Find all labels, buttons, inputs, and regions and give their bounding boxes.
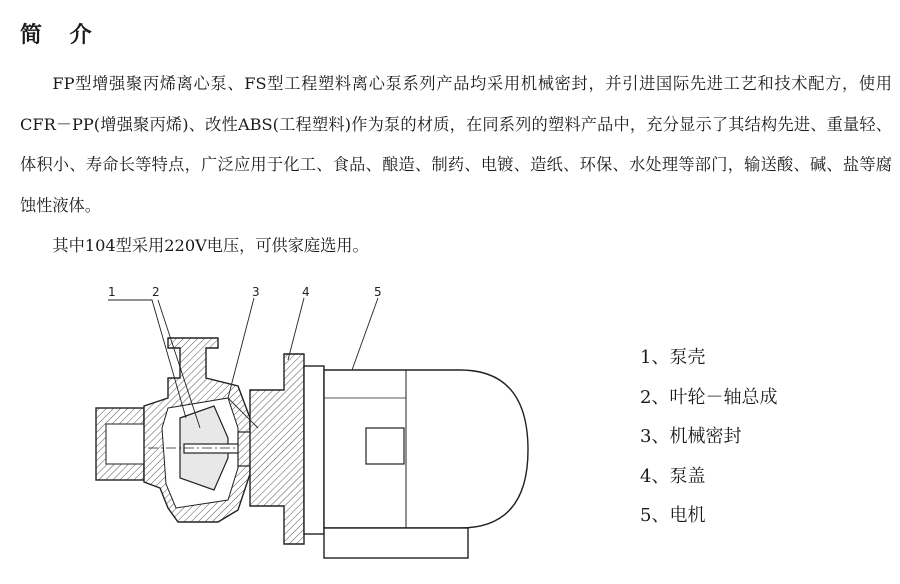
- intro-paragraph-1: FP型增强聚丙烯离心泵、FS型工程塑料离心泵系列产品均采用机械密封，并引进国际先进工艺和技术配方，使用CFR－PP(增强聚丙烯)、改性ABS(工程塑料)作为泵的材质，在同系列的塑料产品中，充分显示了其结构先进、重量轻、体积小、寿命长等特点，广泛应用于化工、食品、酿造、制药、电镀、造纸、环保、水处理等部门，输送酸、碱、盐等腐蚀性液体。: [20, 74, 892, 215]
- callout-label-3: 3: [252, 285, 260, 299]
- intro-text: [20, 64, 892, 267]
- callout-label-2: 2: [152, 285, 160, 299]
- callout-label-1: 1: [108, 285, 116, 299]
- section-title: 简 介: [20, 23, 102, 48]
- legend-item-impeller-shaft: 2、叶轮－轴总成: [640, 386, 778, 408]
- electric-motor: [304, 366, 528, 558]
- callout-label-4: 4: [302, 285, 310, 299]
- pump-cross-section-diagram: [88, 278, 568, 568]
- pump-casing-part: [96, 338, 250, 522]
- callout-label-5: 5: [374, 285, 382, 299]
- intro-paragraph-2: 其中104型采用220V电压，可供家庭选用。: [52, 236, 369, 255]
- legend-item-pump-cover: 4、泵盖: [640, 465, 706, 487]
- legend-item-pump-casing: 1、泵壳: [640, 347, 706, 368]
- pump-cover: [250, 354, 304, 544]
- legend-item-motor: 5、电机: [640, 505, 706, 526]
- parts-legend: [640, 338, 777, 536]
- legend-item-mechanical-seal: 3、机械密封: [640, 426, 742, 447]
